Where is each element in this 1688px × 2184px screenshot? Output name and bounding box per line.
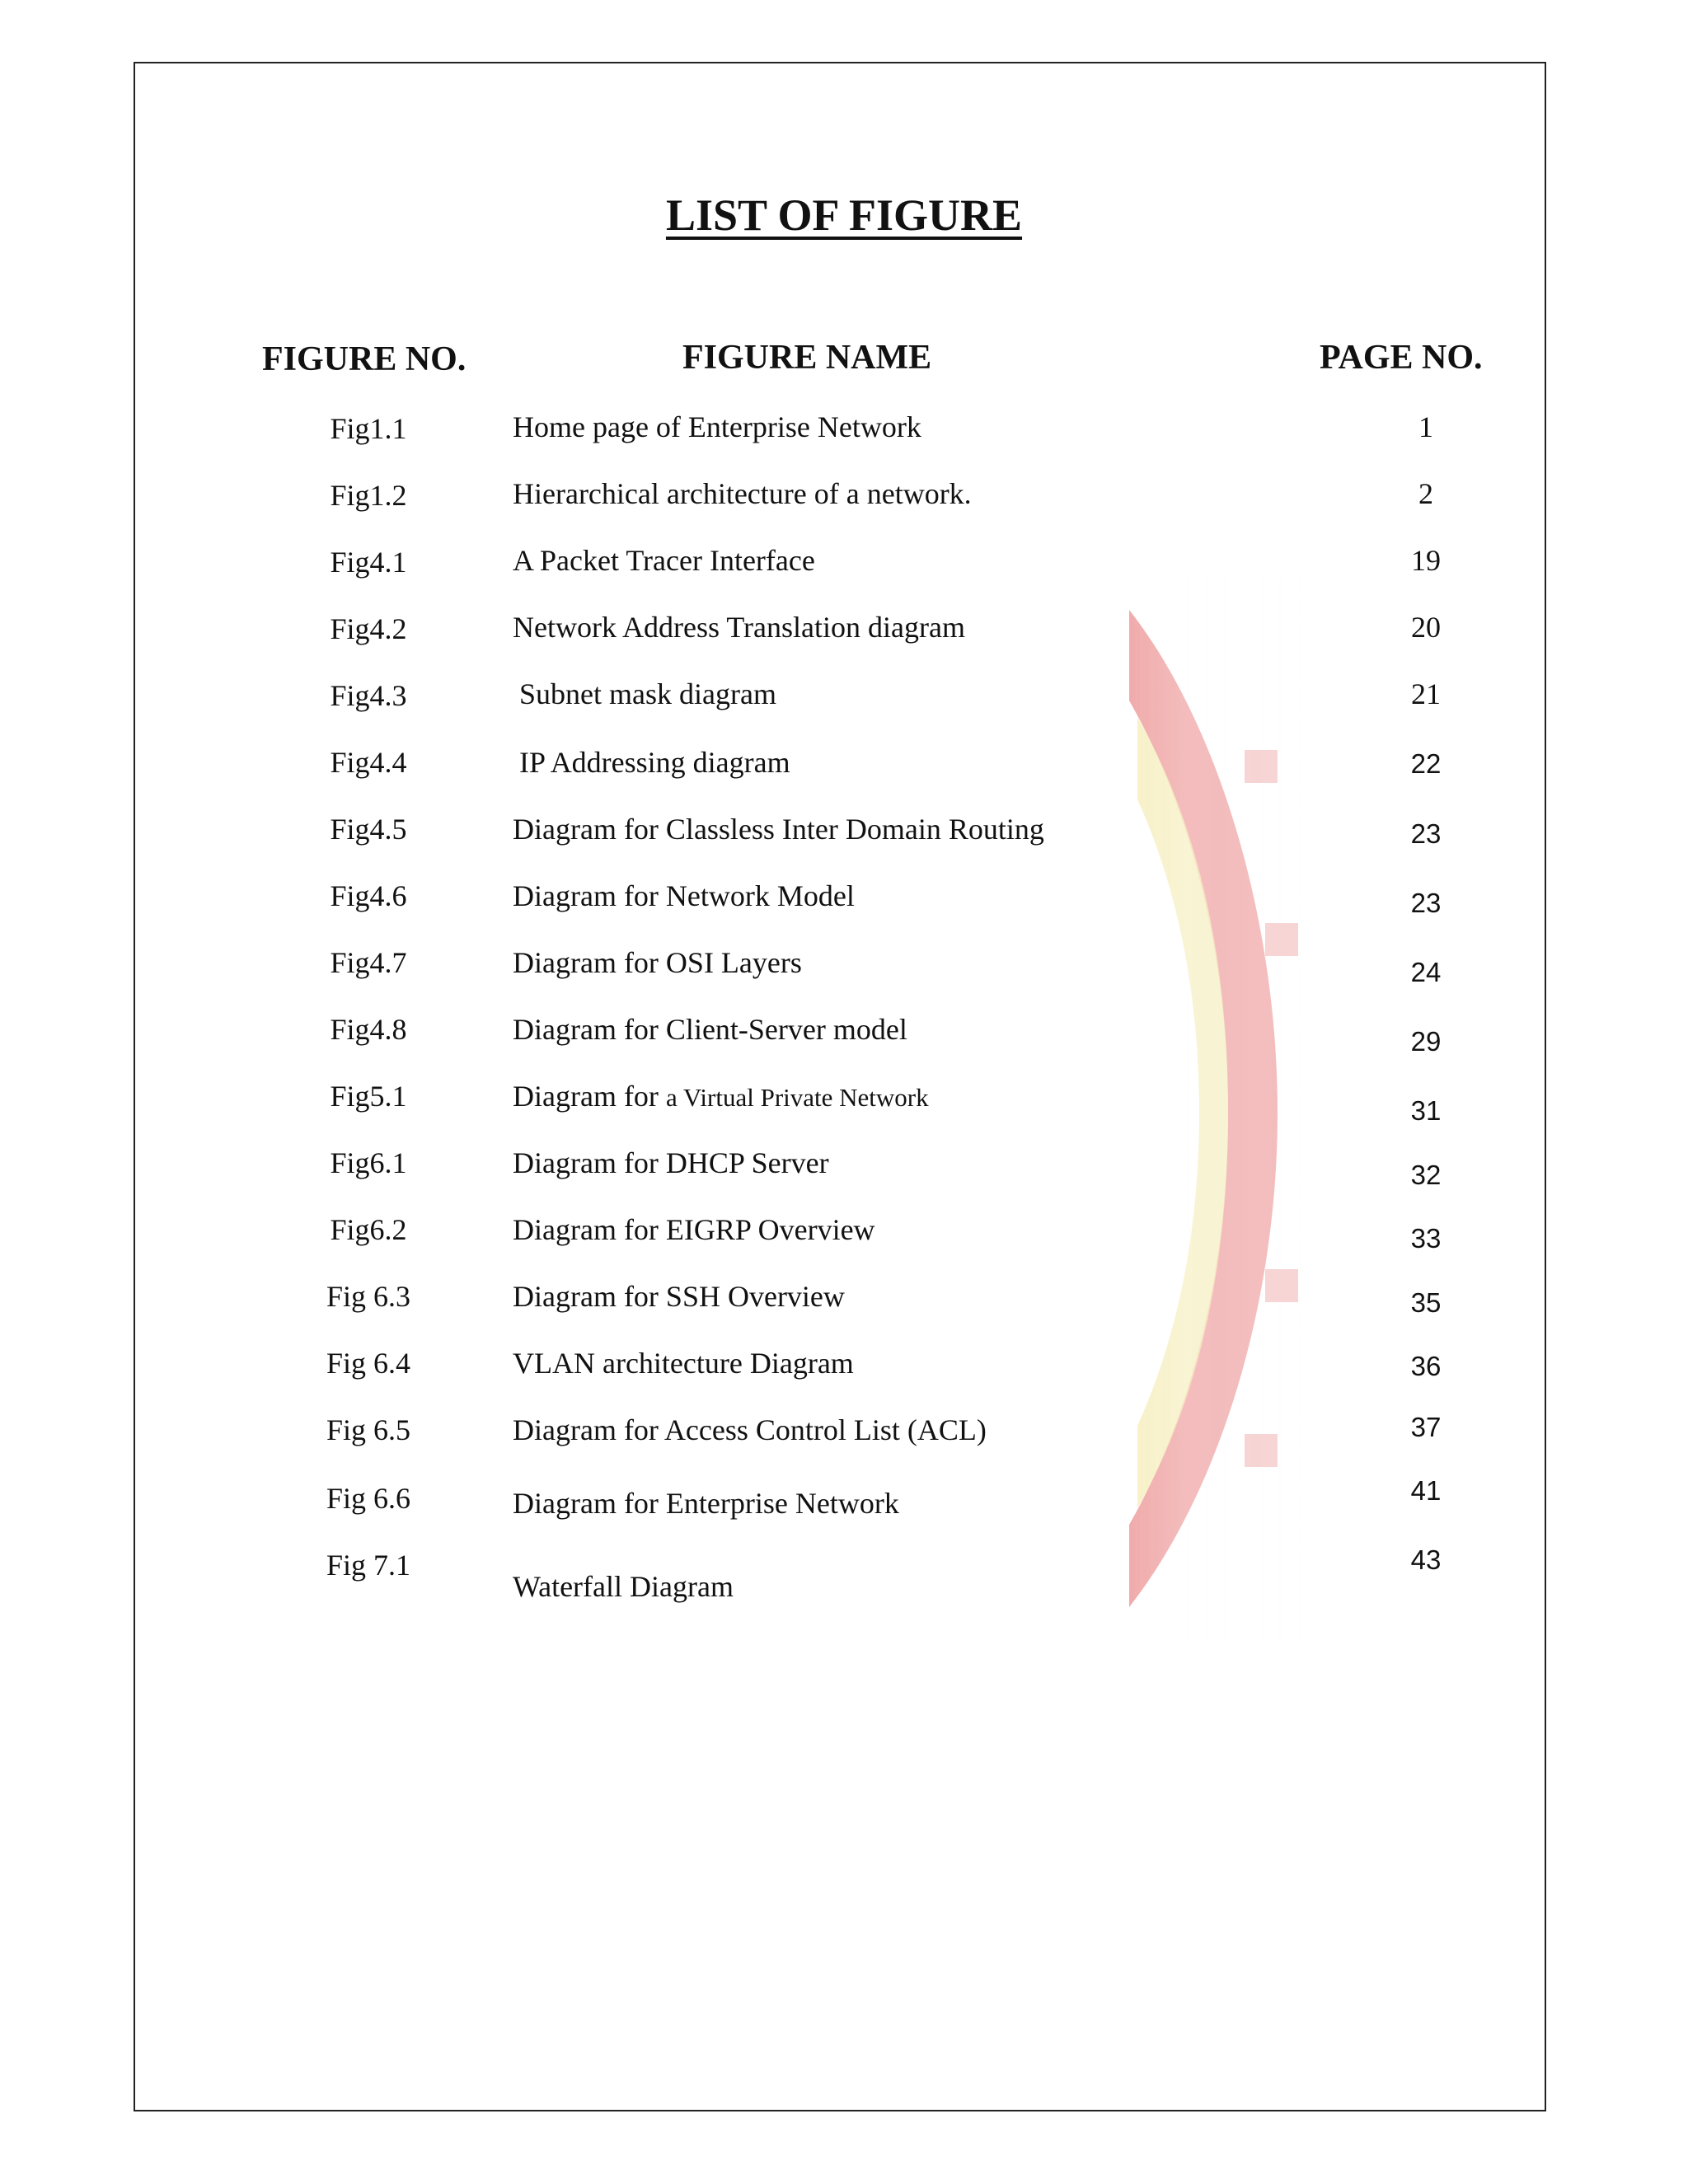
row-4-figure-name: Network Address Translation diagram (513, 611, 965, 644)
row-16-page-no: 37 (1410, 1412, 1442, 1442)
page-title-text: LIST OF FIGURE (665, 190, 1023, 240)
row-3-figure-no: Fig4.1 (330, 546, 407, 579)
row-3-page-no: 19 (1411, 544, 1441, 577)
row-14-figure-no: Fig 6.3 (326, 1280, 411, 1313)
row-15-figure-no: Fig 6.4 (326, 1347, 411, 1380)
row-17-figure-name: Diagram for Enterprise Network (513, 1487, 899, 1520)
row-2-figure-name: Hierarchical architecture of a network. (513, 477, 972, 510)
header-page-no: PAGE NO. (1320, 339, 1483, 377)
row-9-figure-name: Diagram for OSI Layers (513, 946, 802, 979)
row-13-figure-no: Fig6.2 (330, 1213, 407, 1246)
row-9-page-no: 24 (1410, 957, 1442, 987)
row-5-figure-no: Fig4.3 (330, 679, 407, 712)
row-8-page-no: 23 (1410, 888, 1442, 918)
row-13-figure-name: Diagram for EIGRP Overview (513, 1213, 875, 1246)
row-8-figure-name: Diagram for Network Model (513, 879, 855, 912)
row-11-page-no: 31 (1410, 1095, 1442, 1126)
row-8-figure-no: Fig4.6 (330, 879, 407, 912)
row-10-figure-no: Fig4.8 (330, 1013, 407, 1046)
row-11-figure-no: Fig5.1 (330, 1080, 407, 1113)
header-figure-name: FIGURE NAME (682, 339, 932, 377)
row-2-figure-no: Fig1.2 (330, 479, 407, 512)
row-17-figure-no: Fig 6.6 (326, 1482, 411, 1515)
row-6-figure-name: IP Addressing diagram (519, 746, 790, 779)
row-6-page-no: 22 (1410, 748, 1442, 779)
row-1-figure-no: Fig1.1 (330, 412, 407, 445)
row-9-figure-no: Fig4.7 (330, 946, 407, 979)
row-10-figure-name: Diagram for Client-Server model (513, 1013, 907, 1046)
row-15-figure-name: VLAN architecture Diagram (513, 1347, 854, 1380)
row-1-figure-name: Home page of Enterprise Network (513, 410, 921, 443)
row-12-figure-no: Fig6.1 (330, 1146, 407, 1179)
row-1-page-no: 1 (1418, 410, 1433, 443)
row-5-page-no: 21 (1411, 677, 1441, 710)
row-3-figure-name: A Packet Tracer Interface (513, 544, 815, 577)
row-16-figure-no: Fig 6.5 (326, 1413, 411, 1446)
row-7-figure-no: Fig4.5 (330, 813, 407, 846)
row-18-page-no: 43 (1410, 1544, 1442, 1575)
row-6-figure-no: Fig4.4 (330, 746, 407, 779)
row-4-page-no: 20 (1411, 611, 1441, 644)
page-title (0, 186, 1688, 244)
row-7-page-no: 23 (1410, 818, 1442, 849)
row-17-page-no: 41 (1410, 1475, 1442, 1506)
row-2-page-no: 2 (1418, 477, 1433, 510)
row-4-figure-no: Fig4.2 (330, 612, 407, 645)
row-11-name-prefix: Diagram for (513, 1080, 659, 1113)
row-13-page-no: 33 (1410, 1223, 1442, 1254)
row-18-figure-name: Waterfall Diagram (513, 1570, 734, 1603)
row-5-figure-name: Subnet mask diagram (519, 677, 776, 710)
row-12-figure-name: Diagram for DHCP Server (513, 1146, 829, 1179)
row-14-figure-name: Diagram for SSH Overview (513, 1280, 845, 1313)
row-16-figure-name: Diagram for Access Control List (ACL) (513, 1413, 987, 1446)
row-15-page-no: 36 (1410, 1351, 1442, 1381)
row-14-page-no: 35 (1410, 1287, 1442, 1318)
row-18-figure-no: Fig 7.1 (326, 1549, 411, 1582)
row-11-name-suffix: a Virtual Private Network (665, 1083, 929, 1112)
row-12-page-no: 32 (1410, 1160, 1442, 1190)
row-10-page-no: 29 (1410, 1026, 1442, 1057)
row-7-figure-name: Diagram for Classless Inter Domain Routing (513, 813, 1044, 846)
header-figure-no: FIGURE NO. (262, 340, 467, 378)
row-11-figure-name (513, 1077, 929, 1117)
